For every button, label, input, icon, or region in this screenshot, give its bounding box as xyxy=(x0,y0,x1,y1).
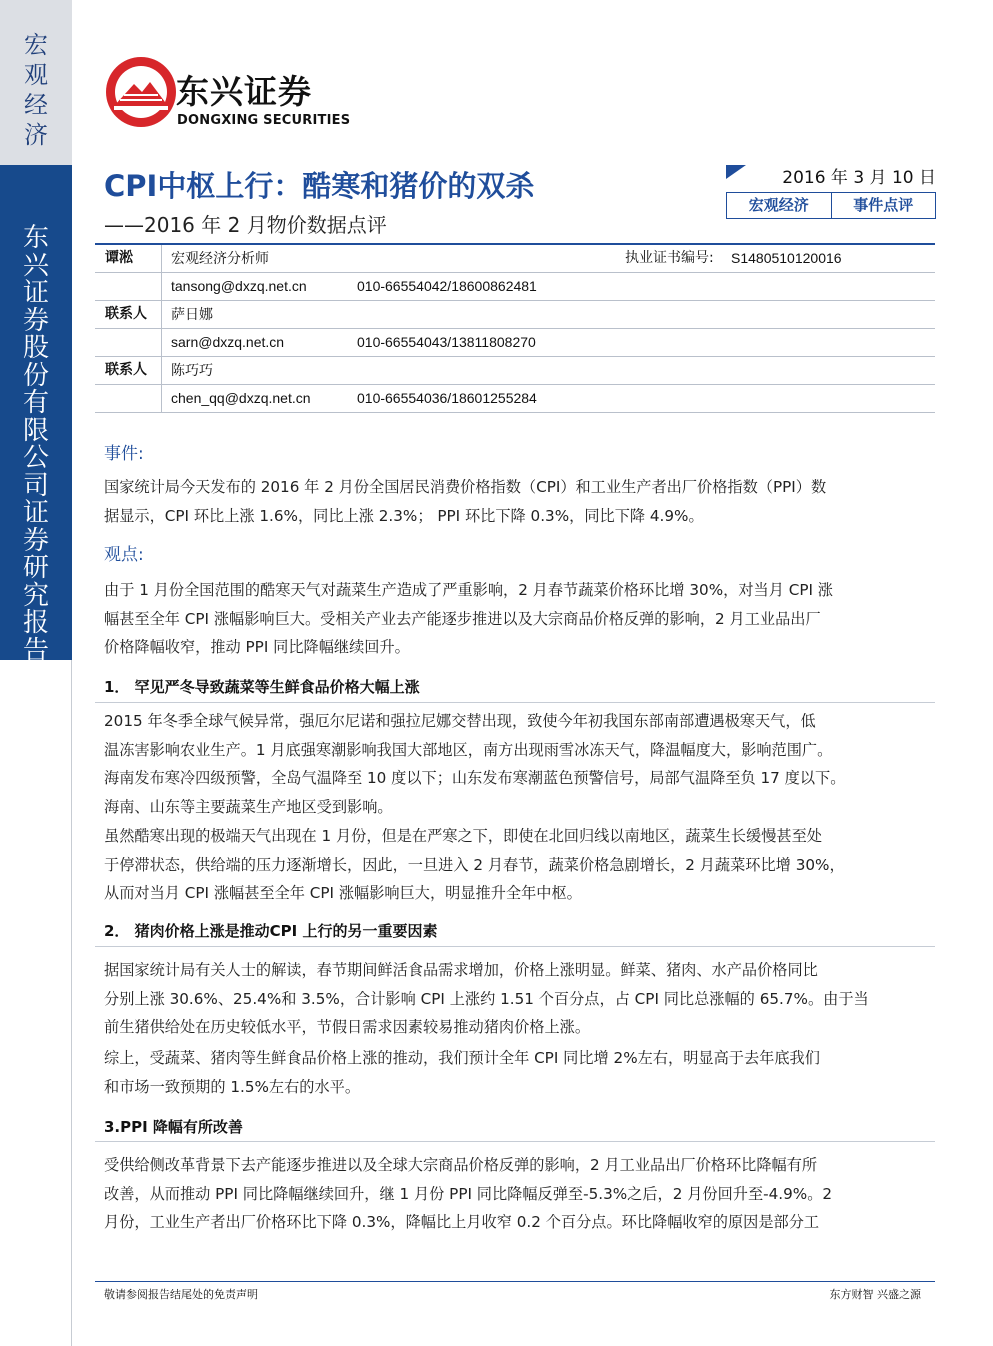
section-rule xyxy=(95,1141,935,1142)
logo-name-cn: 东兴证券 xyxy=(176,72,312,111)
contact-detail-row xyxy=(95,329,935,357)
section-rule xyxy=(95,702,935,703)
text-line: 海南发布寒冷四级预警，全岛气温降至 10 度以下；山东发布寒潮蓝色预警信号，局部气温降至负 17 度以下。 xyxy=(104,769,846,787)
sidebar-divider xyxy=(71,660,72,1346)
license-number: S1480510120016 xyxy=(731,250,842,266)
text-line: 和市场一致预期的 1.5%左右的水平。 xyxy=(104,1077,361,1096)
section-paragraph xyxy=(104,1151,932,1237)
contact-name: 陈巧巧 xyxy=(171,362,213,378)
section-title: 2． 猪肉价格上涨是推动CPI 上行的另一重要因素 xyxy=(104,922,438,940)
report-subtitle: ——2016 年 2 月物价数据点评 xyxy=(104,213,387,237)
analyst-phone: 010-66554042/18600862481 xyxy=(357,278,537,294)
contact-email[interactable]: sarn@dxzq.net.cn xyxy=(171,334,285,350)
event-heading: 事件: xyxy=(104,444,144,464)
analyst-table xyxy=(95,243,935,413)
text-line: 海南、山东等主要蔬菜生产地区受到影响。 xyxy=(104,797,393,816)
report-title: CPI中枢上行：酷寒和猪价的双杀 xyxy=(104,169,535,203)
event-paragraph xyxy=(104,473,932,530)
text-line: 由于 1 月份全国范围的酷寒天气对蔬菜生产造成了严重影响，2 月春节蔬菜价格环比增 30%，对当月 CPI 涨 xyxy=(104,581,833,599)
contact-row xyxy=(95,357,935,385)
text-line: 虽然酷寒出现的极端天气出现在 1 月份，但是在严寒之下，即使在北回归线以南地区，蔬菜生长缓慢甚至处 xyxy=(104,827,822,845)
logo-name-en: DONGXING SECURITIES xyxy=(177,113,351,128)
section-title: 1． 罕见严冬导致蔬菜等生鲜食品价格大幅上涨 xyxy=(104,678,420,696)
view-heading: 观点: xyxy=(104,545,144,565)
tag-report-type: 事件点评 xyxy=(831,193,937,219)
text-line: 综上，受蔬菜、猪肉等生鲜食品价格上涨的推动，我们预计全年 CPI 同比增 2%左右，明显高于去年底我们 xyxy=(104,1049,820,1067)
sidebar-company-report-label: 东兴证券股份有限公司证券研究报告 xyxy=(22,223,49,666)
section-paragraph xyxy=(104,707,932,821)
report-meta-box xyxy=(726,165,936,219)
text-line: 改善，从而推动 PPI 同比降幅继续回升，继 1 月份 PPI 同比降幅反弹至-5.3%之后，2 月份回升至-4.9%。2 xyxy=(104,1184,833,1203)
text-line: 分别上涨 30.6%、25.4%和 3.5%，合计影响 CPI 上涨约 1.51 个百分点，占 CPI 同比总涨幅的 65.7%。由于当 xyxy=(104,989,869,1008)
sidebar-category-label: 宏观经济 xyxy=(24,31,48,149)
text-line: 月份，工业生产者出厂价格环比下降 0.3%，降幅比上月收窄 0.2 个百分点。环比降幅收窄的原因是部分工 xyxy=(104,1213,820,1231)
contact-role: 联系人 xyxy=(105,362,147,378)
analyst-title: 宏观经济分析师 xyxy=(171,250,269,266)
footer-rule xyxy=(95,1281,935,1282)
contact-phone: 010-66554036/18601255284 xyxy=(357,390,537,406)
contact-role: 联系人 xyxy=(105,306,147,322)
triangle-marker-icon xyxy=(726,165,746,179)
footer-slogan: 东方财智 兴盛之源 xyxy=(829,1288,921,1301)
analyst-name: 谭淞 xyxy=(105,250,133,266)
contact-detail-row xyxy=(95,385,935,413)
sidebar-category-band xyxy=(0,0,72,165)
text-line: 据国家统计局有关人士的解读，春节期间鲜活食品需求增加，价格上涨明显。鲜菜、猪肉、水产品价格同比 xyxy=(104,961,818,979)
section-rule xyxy=(95,946,935,947)
contact-email[interactable]: chen_qq@dxzq.net.cn xyxy=(171,390,311,406)
text-line: 温冻害影响农业生产。1 月底强寒潮影响我国大部地区，南方出现雨雪冰冻天气，降温幅度大，影响范围广。 xyxy=(104,740,833,759)
analyst-contact-row xyxy=(95,273,935,301)
footer-disclaimer: 敬请参阅报告结尾处的免责声明 xyxy=(104,1288,258,1301)
text-line: 国家统计局今天发布的 2016 年 2 月份全国居民消费价格指数（CPI）和工业生产者出厂价格指数（PPI）数 xyxy=(104,478,827,496)
text-line: 价格降幅收窄，推动 PPI 同比降幅继续回升。 xyxy=(104,638,410,656)
analyst-email[interactable]: tansong@dxzq.net.cn xyxy=(171,278,307,294)
text-line: 于停滞状态，供给端的压力逐渐增长，因此，一旦进入 2 月春节，蔬菜价格急剧增长，2 月蔬菜环比增 30%， xyxy=(104,855,845,874)
section-paragraph xyxy=(104,1044,932,1101)
report-date: 2016 年 3 月 10 日 xyxy=(782,168,936,188)
view-paragraph xyxy=(104,576,932,662)
sidebar-company-band xyxy=(0,165,72,666)
analyst-row xyxy=(95,245,935,273)
contact-phone: 010-66554043/13811808270 xyxy=(357,334,536,350)
text-line: 从而对当月 CPI 涨幅甚至全年 CPI 涨幅影响巨大，明显推升全年中枢。 xyxy=(104,884,582,902)
section-paragraph xyxy=(104,956,932,1042)
text-line: 2015 年冬季全球气候异常，强厄尔尼诺和强拉尼娜交替出现，致使今年初我国东部南部遭遇极寒天气，低 xyxy=(104,712,816,730)
tag-category: 宏观经济 xyxy=(726,193,832,219)
text-line: 前生猪供给处在历史较低水平，节假日需求因素较易推动猪肉价格上涨。 xyxy=(104,1018,590,1036)
text-line: 幅甚至全年 CPI 涨幅影响巨大。受相关产业去产能逐步推进以及大宗商品价格反弹的影响，2 月工业品出厂 xyxy=(104,609,821,628)
license-label: 执业证书编号: xyxy=(625,250,714,266)
section-paragraph xyxy=(104,822,932,908)
text-line: 受供给侧改革背景下去产能逐步推进以及全球大宗商品价格反弹的影响，2 月工业品出厂价格环比降幅有所 xyxy=(104,1156,818,1174)
text-line: 据显示，CPI 环比上涨 1.6%，同比上涨 2.3%； PPI 环比下降 0.3%，同比下降 4.9%。 xyxy=(104,506,704,525)
section-title: 3.PPI 降幅有所改善 xyxy=(104,1118,243,1136)
contact-name: 萨日娜 xyxy=(171,306,213,322)
contact-row xyxy=(95,301,935,329)
